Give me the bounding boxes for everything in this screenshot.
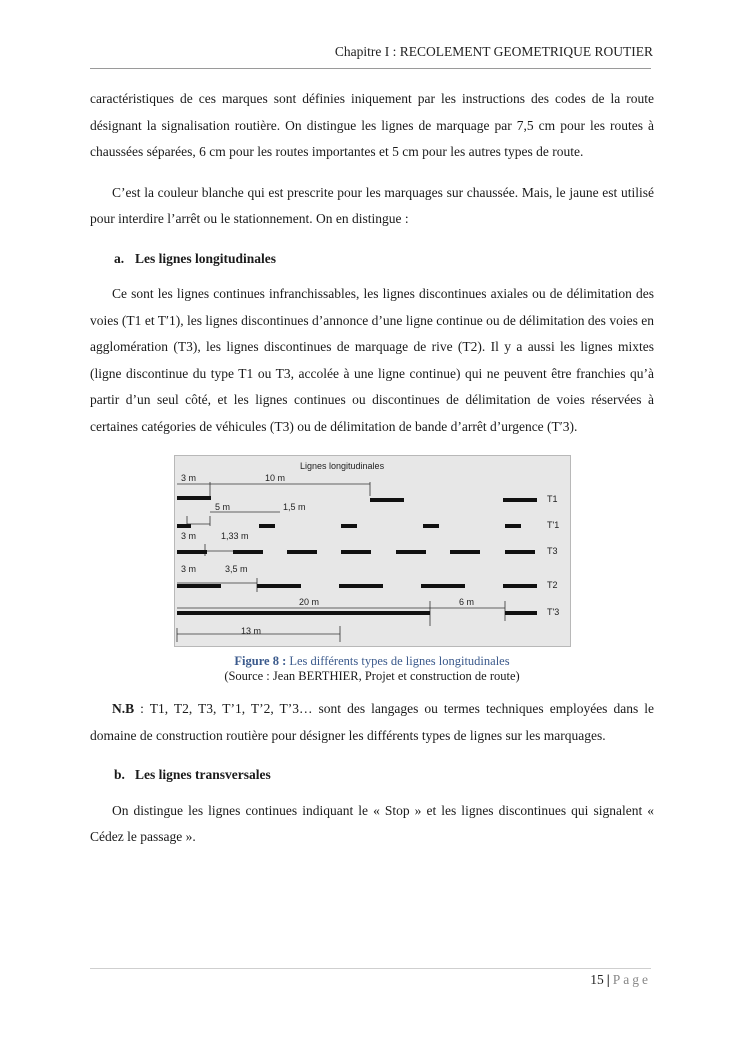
paragraph-4: On distingue les lignes continues indiquant le « Stop » et les lignes discontinues qui signalent « Cédez le passage ». (90, 802, 654, 844)
dim-3m-b: 3 m (181, 531, 197, 541)
dim-1-33m: 1,33 m (221, 531, 249, 541)
row-label-t2: T2 (547, 580, 558, 590)
dim-20m: 20 m (299, 597, 320, 607)
dim-3-5m: 3,5 m (225, 564, 248, 574)
dim-3m-c: 3 m (181, 564, 197, 574)
figure-longitudinal-lines (174, 455, 571, 647)
section-b-title: Les lignes transversales (135, 767, 271, 782)
nb-paragraph (90, 696, 654, 749)
figure-caption-text: Les différents types de lignes longitudinales (289, 654, 510, 668)
footer-rule (90, 968, 651, 969)
section-b-letter: b. (114, 767, 125, 782)
running-header: Chapitre I : RECOLEMENT GEOMETRIQUE ROUTIER (334, 44, 653, 59)
row-label-t1: T1 (547, 494, 558, 504)
figure-caption (90, 654, 654, 669)
nb-label: N.B (112, 701, 135, 716)
nb-text: : T1, T2, T3, T’1, T’2, T’3… sont des langages ou termes techniques employées dans le domaine de construction routière pour désigner les différents types de lignes sur les marquages. (90, 701, 654, 743)
figure-title: Lignes longitudinales (300, 461, 385, 471)
dim-3m-a: 3 m (181, 473, 197, 483)
row-label-t-prime-1: T'1 (547, 520, 560, 530)
dim-10m: 10 m (265, 473, 286, 483)
figure-caption-label: Figure 8 : (234, 654, 287, 668)
dim-13m: 13 m (241, 626, 262, 636)
page-body (90, 86, 654, 851)
section-a-heading (90, 246, 654, 273)
section-b-heading (90, 762, 654, 789)
page-word: Page (612, 972, 651, 987)
header-rule (90, 68, 651, 69)
figure-source: (Source : Jean BERTHIER, Projet et construction de route) (224, 669, 520, 683)
paragraph-3: Ce sont les lignes continues infranchissables, les lignes discontinues axiales ou de délimitation des voies (T1 et T′1), les lignes discontinues d’annonce d’une ligne continue ou de délimitation des voies en agglomération (T3), les lignes discontinues de marquage de rive (T2). Il y a aussi les lignes mixtes (ligne discontinue du type T1 ou T3, accolée à une ligne continue) qui ne peuvent être franchies qu’à partir d’un seul côté, et les lignes continues ou discontinues de délimitation de voies réservées à certaines catégories de véhicules (T3) ou de délimitation de bande d’arrêt d’urgence (T′3). (90, 286, 654, 434)
dim-6m: 6 m (459, 597, 475, 607)
page-number: 15 (590, 972, 604, 987)
row-label-t3: T3 (547, 546, 558, 556)
dim-5m: 5 m (215, 502, 231, 512)
page-footer (590, 972, 651, 988)
paragraph-2: C’est la couleur blanche qui est prescrite pour les marquages sur chaussée. Mais, le jaune est utilisé pour interdire l’arrêt ou le stationnement. On en distingue : (90, 184, 654, 226)
section-a-letter: a. (114, 250, 125, 266)
footer-separator: | (606, 972, 610, 987)
dim-1-5m: 1,5 m (283, 502, 306, 512)
section-a-title: Les lignes longitudinales (135, 250, 277, 266)
paragraph-1: caractéristiques de ces marques sont définies iniquement par les instructions des codes de la route désignant la signalisation routière. On distingue les lignes de marquage par 7,5 cm pour les routes à chaussées séparées, 6 cm pour les routes importantes et 5 cm pour les autres types de route. (90, 91, 654, 159)
row-label-t-prime-3: T'3 (547, 607, 560, 617)
